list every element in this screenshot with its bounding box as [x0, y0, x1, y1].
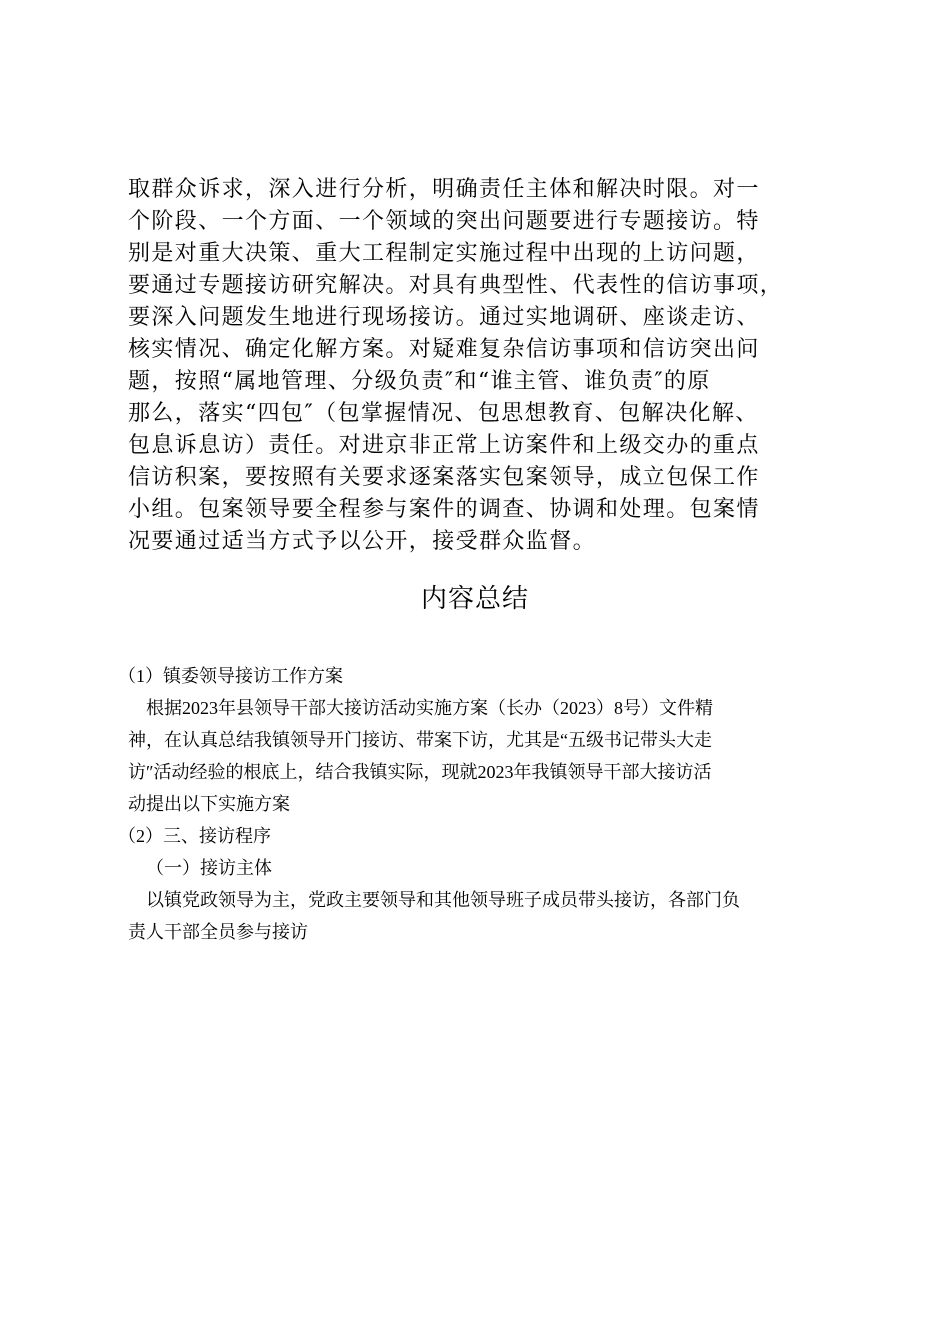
- summary-paragraph-line: 神，在认真总结我镇领导开门接访、带案下访，尤其是“五级书记带头大走: [128, 730, 712, 750]
- summary-paragraph-line: 动提出以下实施方案: [128, 794, 290, 814]
- body-line: 信访积案，要按照有关要求逐案落实包案领导，成立包保工作: [128, 465, 760, 490]
- body-line: 题，按照“属地管理、分级负责″和“谁主管、谁负责″的原: [128, 369, 711, 394]
- body-line: 包息诉息访）责任。对进京非正常上访案件和上级交办的重点: [128, 433, 760, 458]
- summary-paragraph-line: 以镇党政领导为主，党政主要领导和其他领导班子成员带头接访，各部门负: [146, 890, 740, 910]
- body-text: [128, 174, 838, 558]
- body-line: 别是对重大决策、重大工程制定实施过程中出现的上访问题，: [128, 241, 760, 266]
- body-line: 况要通过适当方式予以公开，接受群众监督。: [128, 529, 597, 554]
- summary-subheading: （一）接访主体: [146, 858, 272, 878]
- body-line: 个阶段、一个方面、一个领域的突出问题要进行专题接访。特: [128, 209, 760, 234]
- body-line: 取群众诉求，深入进行分析，明确责任主体和解决时限。对一: [128, 177, 760, 202]
- summary-paragraph-line: 根据2023年县领导干部大接访活动实施方案（长办（2023）8号）文件精: [146, 698, 713, 718]
- summary-paragraph-line: 责人干部全员参与接访: [128, 922, 308, 942]
- summary-item-heading: （2）三、接访程序: [118, 826, 271, 846]
- body-line: 核实情况、确定化解方案。对疑难复杂信访事项和信访突出问: [128, 337, 760, 362]
- summary-item-heading: （1）镇委领导接访工作方案: [118, 666, 343, 686]
- body-line: 要通过专题接访研究解决。对具有典型性、代表性的信访事项，: [128, 273, 784, 298]
- summary-heading: 内容总结: [420, 584, 529, 614]
- body-line: 要深入问题发生地进行现场接访。通过实地调研、座谈走访、: [128, 305, 760, 330]
- body-line: 那么，落实“四包″（包掌握情况、包思想教育、包解决化解、: [128, 401, 759, 426]
- summary-section: [118, 660, 838, 948]
- body-line: 小组。包案领导要全程参与案件的调查、协调和处理。包案情: [128, 497, 760, 522]
- summary-paragraph-line: 访″活动经验的根底上，结合我镇实际，现就2023年我镇领导干部大接访活: [128, 762, 712, 782]
